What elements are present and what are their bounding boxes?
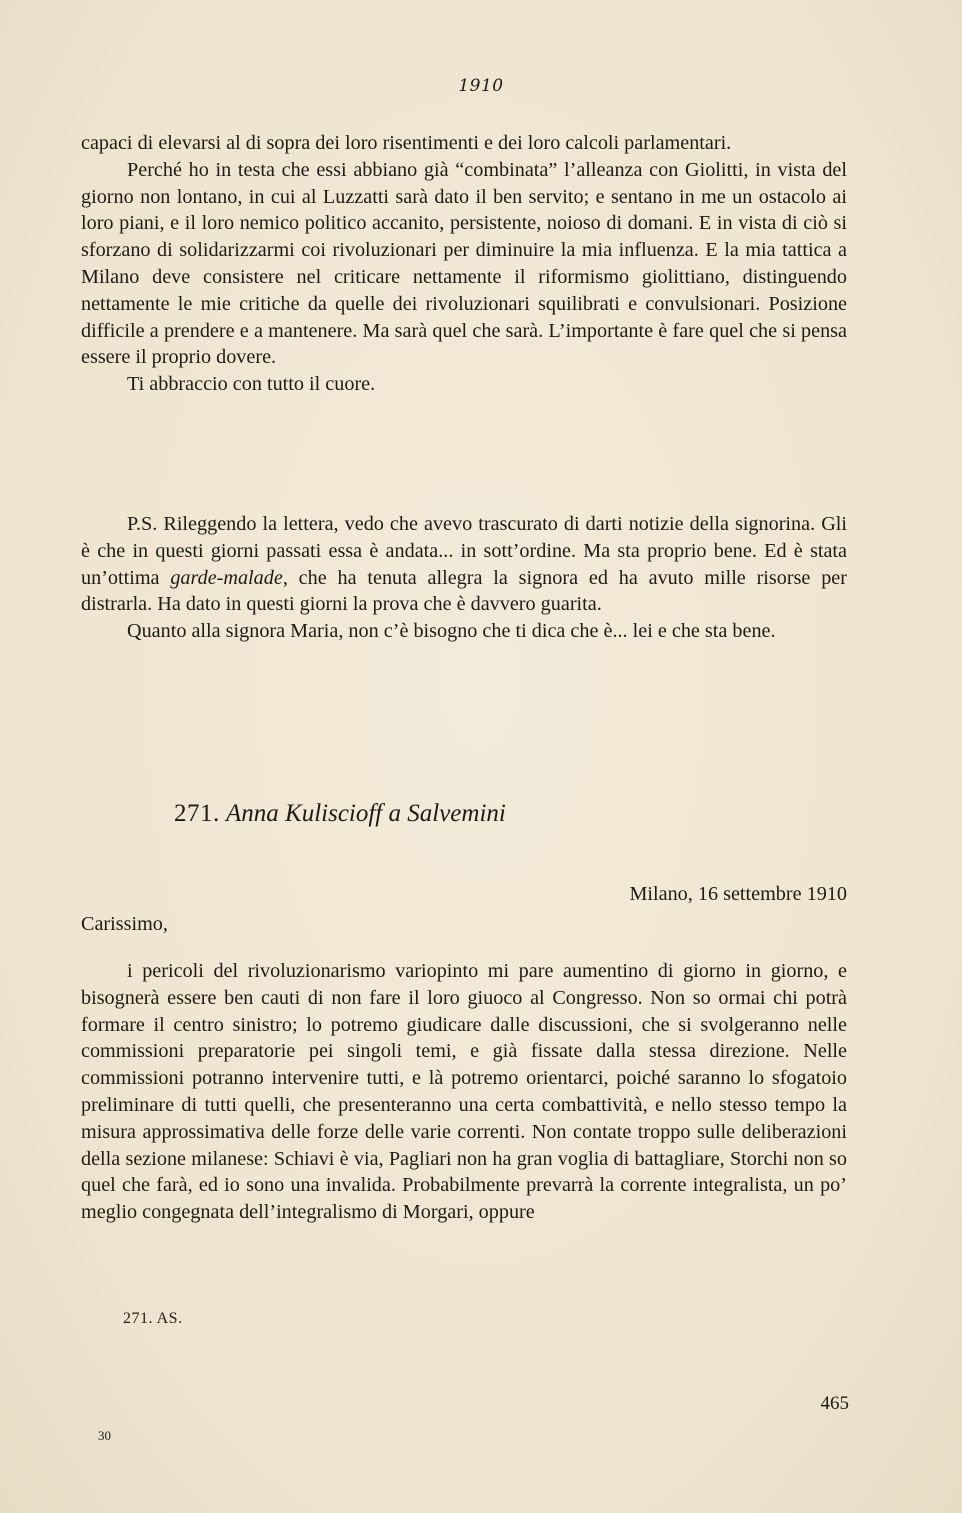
salutation: Carissimo,: [81, 913, 168, 935]
postscript-paragraph: Quanto alla signora Maria, non c’è bisogno che ti dica che è... lei e che sta bene.: [127, 620, 776, 643]
letter-heading: [174, 800, 506, 828]
paragraph: capaci di elevarsi al di sopra dei loro risentimenti e dei loro calcoli parlamentari.: [81, 132, 732, 154]
postscript-text: P.S. Rileggendo la lettera, vedo che avevo trascurato di darti notizie della signorina. Gli è che in questi giorni passati essa è andata... in sott’ordine. Ma sta proprio bene. Ed è stata un’ottima: [81, 513, 847, 589]
signature-mark: 30: [98, 1428, 111, 1443]
postscript: [81, 511, 847, 645]
letter-continuation: [81, 130, 847, 398]
paragraph: Perché ho in testa che essi abbiano già “combinata” l’alleanza con Giolitti, in vista del giorno non lontano, in cui al Luzzatti sarà dato il ben servito; e sentano in me un ostacolo ai loro piani, e il loro nemico politico accanito, persistente, noioso di domani. E in vista di ciò si sforzano di solidarizzarmi coi rivoluzionari per diminuire la mia influenza. E la mia tattica a Milano deve consistere nel criticare nettamente il riformismo giolittiano, distinguendo nettamente le mie critiche da quelle dei rivoluzionari squilibrati e convulsionari. Posizione difficile a prendere e a mantenere. Ma sarà quel che sarà. L’importante è fare quel che si pensa essere il proprio dovere.: [81, 158, 847, 369]
page-number: 465: [820, 1393, 849, 1414]
italic-term: garde-malade: [170, 566, 283, 589]
running-header: 1910: [458, 76, 504, 96]
letter-title: Anna Kuliscioff a Salvemini: [226, 800, 506, 827]
closing-line: Ti abbraccio con tutto il cuore.: [127, 373, 376, 396]
letter-paragraph: i pericoli del rivoluzionarismo variopinto mi pare aumentino di giorno in giorno, e bisognerà essere ben cauti di non fare il loro giuoco al Congresso. Non so ormai chi potrà formare il centro sinistro; lo potremo giudicare dalle discussioni, che si svolgeranno nelle commissioni preparatorie pei singoli temi, e già fissate dalla stessa direzione. Nelle commissioni potranno intervenire tutti, e là potremo orientarci, poiché saranno lo sfogatoio preliminare di tutti quelli, che presenteranno una certa combattività, e nello stesso tempo la misura approssimativa delle forze delle varie correnti. Non contate troppo sulle deliberazioni della sezione milanese: Schiavi è via, Pagliari non ha gran voglia di battagliare, Storchi non so quel che farà, ed io sono una invalida. Probabilmente prevarrà la corrente integralista, un po’ meglio congegnata dell’integralismo di Morgari, oppure: [81, 960, 847, 1224]
letter-body: [81, 958, 847, 1226]
postscript-paragraph: [81, 511, 847, 618]
place-date: Milano, 16 settembre 1910: [629, 883, 847, 905]
footnote: 271. AS.: [123, 1310, 183, 1327]
letter-number: 271.: [174, 800, 220, 827]
postscript-text: , che ha tenuta allegra la signora ed ha avuto mille risorse per distrarla. Ha dato in questi giorni la prova che è davvero guarita.: [81, 566, 847, 616]
